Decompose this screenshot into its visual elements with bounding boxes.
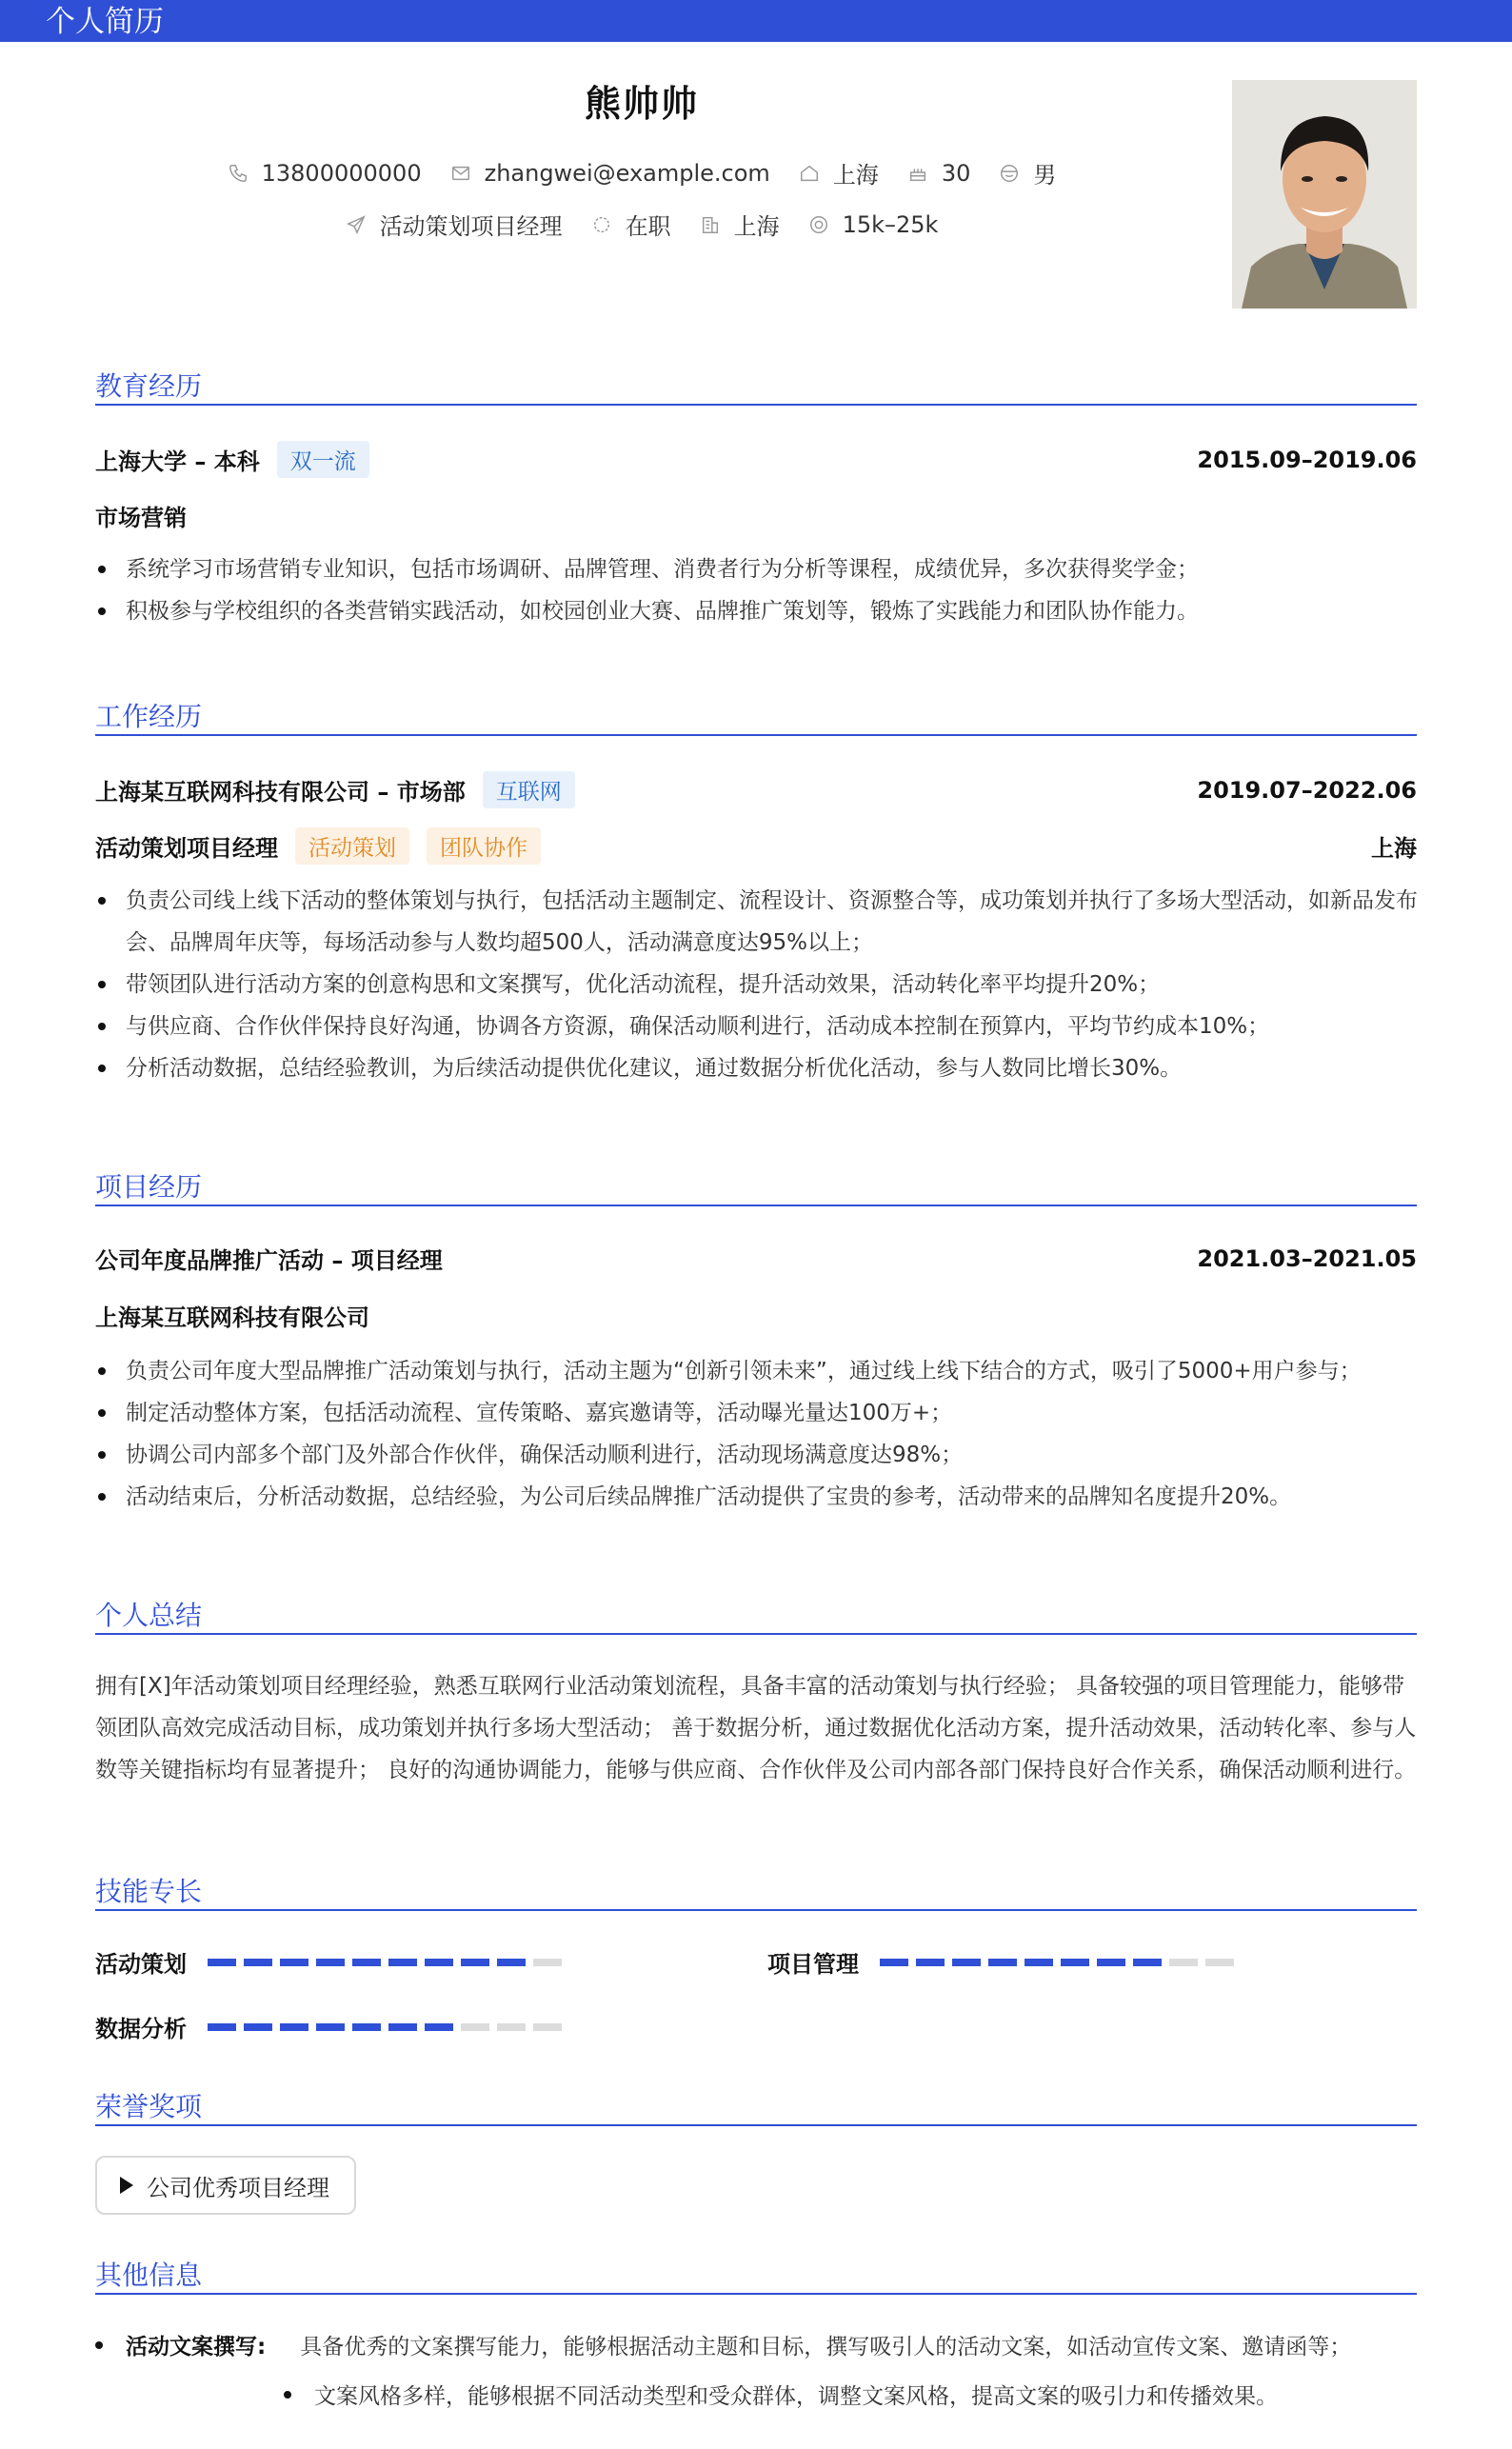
awards-section-title: 荣誉奖项 bbox=[95, 2091, 203, 2122]
skill-segment bbox=[461, 2023, 489, 2031]
project-divider bbox=[95, 1205, 1417, 1206]
school-name: 上海大学 – 本科 bbox=[95, 448, 260, 475]
skill-segment bbox=[208, 2023, 236, 2031]
coin-icon bbox=[808, 214, 829, 235]
skill-segment bbox=[988, 1959, 1017, 1966]
skill-segment bbox=[497, 2023, 526, 2031]
skill-segment bbox=[280, 2023, 308, 2031]
skill-segment bbox=[533, 2023, 562, 2031]
skill-item bbox=[95, 1945, 562, 1979]
skill-segment bbox=[533, 1959, 562, 1966]
skill-segment bbox=[1097, 1959, 1125, 1966]
project-section-title: 项目经历 bbox=[95, 1171, 203, 1203]
bullet-dot bbox=[95, 2341, 103, 2349]
work-divider bbox=[95, 734, 1417, 736]
cake-icon bbox=[907, 163, 928, 184]
skill-level-bar bbox=[880, 1959, 1234, 1966]
summary-section-title: 个人总结 bbox=[95, 1600, 203, 1631]
age-text: 30 bbox=[941, 159, 971, 187]
email-info bbox=[450, 160, 770, 187]
phone-text: 13800000000 bbox=[261, 159, 422, 187]
other-info-row bbox=[95, 2329, 1351, 2360]
project-date: 2021.03–2021.05 bbox=[1197, 1244, 1417, 1272]
skill-segment bbox=[244, 1959, 272, 1966]
skill-segment bbox=[388, 1959, 417, 1966]
skills-section-title: 技能专长 bbox=[95, 1876, 203, 1907]
list-item: 与供应商、合作伙伴保持良好沟通，协调各方资源，确保活动顺利进行，活动成本控制在预算内，平均节约成本10%； bbox=[95, 1005, 1419, 1047]
education-header-row bbox=[95, 441, 1417, 478]
phone-icon bbox=[228, 163, 249, 184]
list-item: 积极参与学校组织的各类营销实践活动，如校园创业大赛、品牌推广策划等，锻炼了实践能力和团队协作能力。 bbox=[95, 590, 1419, 632]
awards-divider bbox=[95, 2124, 1417, 2126]
work-bullets bbox=[95, 880, 1419, 1089]
skill-segment bbox=[952, 1959, 981, 1966]
skill-segment bbox=[280, 1959, 308, 1966]
skill-segment bbox=[388, 2023, 417, 2031]
skills-divider bbox=[95, 1909, 1417, 1911]
gender-info bbox=[999, 156, 1056, 189]
bullet-dot bbox=[284, 2391, 291, 2399]
page-header-bar bbox=[0, 0, 1512, 42]
skill-segment bbox=[1169, 1959, 1198, 1966]
avatar-illustration bbox=[1232, 80, 1417, 309]
job-text: 活动策划项目经理 bbox=[379, 213, 563, 240]
work-header-row bbox=[95, 771, 1417, 808]
city-text: 上海 bbox=[733, 213, 780, 240]
play-triangle-icon bbox=[120, 2177, 133, 2194]
skill-item bbox=[767, 1945, 1234, 1979]
location-info bbox=[799, 156, 879, 189]
other-info-row bbox=[284, 2379, 1278, 2410]
skill-segment bbox=[1205, 1959, 1234, 1966]
skill-name: 数据分析 bbox=[95, 2016, 187, 2042]
skill-segment bbox=[1133, 1959, 1162, 1966]
list-item: 系统学习市场营销专业知识，包括市场调研、品牌管理、消费者行为分析等课程，成绩优异，多次获得奖学金； bbox=[95, 548, 1419, 590]
award-badge bbox=[95, 2156, 356, 2215]
send-icon bbox=[346, 214, 367, 235]
work-city: 上海 bbox=[1371, 835, 1417, 862]
skill-item bbox=[95, 2010, 562, 2043]
home-icon bbox=[799, 163, 820, 184]
skill-level-bar bbox=[208, 1959, 562, 1966]
industry-tag: 互联网 bbox=[483, 771, 575, 808]
skill-segment bbox=[208, 1959, 236, 1966]
building-icon bbox=[700, 214, 721, 235]
other-label: 活动文案撰写: bbox=[126, 2335, 267, 2359]
job-info bbox=[346, 208, 563, 241]
location-text: 上海 bbox=[832, 162, 879, 189]
education-major: 市场营销 bbox=[95, 505, 187, 531]
list-item: 活动结束后，分析活动数据，总结经验，为公司后续品牌推广活动提供了宝贵的参考，活动带来的品牌知名度提升20%。 bbox=[95, 1476, 1419, 1518]
role-title: 活动策划项目经理 bbox=[95, 835, 278, 862]
work-date: 2019.07–2022.06 bbox=[1197, 776, 1417, 804]
status-icon bbox=[591, 214, 612, 235]
job-info-row bbox=[0, 208, 1283, 241]
phone-info bbox=[228, 160, 422, 187]
skill-segment bbox=[916, 1959, 945, 1966]
work-section-title: 工作经历 bbox=[95, 701, 203, 732]
summary-divider bbox=[95, 1633, 1417, 1635]
email-text: zhangwei@example.com bbox=[484, 159, 770, 187]
project-company: 上海某互联网科技有限公司 bbox=[95, 1304, 369, 1331]
candidate-name: 熊帅帅 bbox=[584, 83, 699, 125]
role-tag: 活动策划 bbox=[295, 827, 409, 865]
status-info bbox=[591, 208, 671, 241]
salary-info bbox=[808, 211, 939, 238]
work-role-row bbox=[95, 827, 1417, 865]
role-tag: 团队协作 bbox=[427, 827, 541, 865]
list-item: 制定活动整体方案，包括活动流程、宣传策略、嘉宾邀请等，活动曝光量达100万+； bbox=[95, 1392, 1419, 1434]
page-header-title: 个人简历 bbox=[46, 5, 164, 39]
skill-level-bar bbox=[208, 2023, 562, 2031]
skill-segment bbox=[244, 2023, 272, 2031]
education-date: 2015.09–2019.06 bbox=[1197, 446, 1417, 473]
contact-info-row bbox=[0, 156, 1283, 189]
company-name: 上海某互联网科技有限公司 – 市场部 bbox=[95, 779, 466, 806]
list-item: 带领团队进行活动方案的创意构思和文案撰写，优化活动流程，提升活动效果，活动转化率平均提升20%； bbox=[95, 964, 1419, 1005]
mail-icon bbox=[450, 163, 471, 184]
education-bullets bbox=[95, 548, 1419, 632]
user-face-icon bbox=[999, 163, 1020, 184]
list-item: 负责公司线上线下活动的整体策划与执行，包括活动主题制定、流程设计、资源整合等，成功策划并执行了多场大型活动，如新品发布会、品牌周年庆等，每场活动参与人数均超500人，活动满意度达95%以上； bbox=[95, 880, 1419, 964]
skill-segment bbox=[425, 2023, 453, 2031]
education-divider bbox=[95, 404, 1417, 406]
skill-segment bbox=[316, 2023, 345, 2031]
list-item: 负责公司年度大型品牌推广活动策划与执行，活动主题为“创新引领未来”，通过线上线下结合的方式，吸引了5000+用户参与； bbox=[95, 1350, 1419, 1392]
other-line: 具备优秀的文案撰写能力，能够根据活动主题和目标，撰写吸引人的活动文案，如活动宣传文案、邀请函等； bbox=[300, 2335, 1352, 2359]
summary-text: 拥有[X]年活动策划项目经理经验，熟悉互联网行业活动策划流程，具备丰富的活动策划与执行经验； 具备较强的项目管理能力，能够带领团队高效完成活动目标，成功策划并执行多场大型活动； 善于数据分析，通过数据优化活动方案，提升活动效果，活动转化率、参与人数等关键指标均有显著提升； 良好的沟通协调能力，能够与供应商、合作伙伴及公司内部各部门保持良好合作关系，确保活动顺利进行。 bbox=[95, 1674, 1417, 1782]
skill-name: 项目管理 bbox=[767, 1951, 859, 1978]
profile-photo bbox=[1232, 80, 1417, 309]
skill-segment bbox=[316, 1959, 345, 1966]
skill-segment bbox=[461, 1959, 489, 1966]
status-text: 在职 bbox=[625, 213, 671, 240]
age-info bbox=[907, 160, 971, 187]
skill-name: 活动策划 bbox=[95, 1951, 187, 1978]
skill-segment bbox=[352, 2023, 381, 2031]
skill-segment bbox=[1061, 1959, 1089, 1966]
project-header-row bbox=[95, 1242, 1417, 1275]
education-section-title: 教育经历 bbox=[95, 370, 203, 402]
skill-segment bbox=[1025, 1959, 1053, 1966]
skill-segment bbox=[352, 1959, 381, 1966]
skill-segment bbox=[497, 1959, 526, 1966]
project-name: 公司年度品牌推广活动 – 项目经理 bbox=[95, 1247, 443, 1274]
other-section-title: 其他信息 bbox=[95, 2260, 203, 2291]
other-line: 文案风格多样，能够根据不同活动类型和受众群体，调整文案风格，提高文案的吸引力和传播效果。 bbox=[314, 2384, 1278, 2409]
gender-text: 男 bbox=[1033, 162, 1057, 189]
award-name: 公司优秀项目经理 bbox=[147, 2174, 329, 2201]
project-bullets bbox=[95, 1350, 1419, 1518]
skill-segment bbox=[880, 1959, 908, 1966]
list-item: 协调公司内部多个部门及外部合作伙伴，确保活动顺利进行，活动现场满意度达98%； bbox=[95, 1434, 1419, 1476]
skill-segment bbox=[425, 1959, 453, 1966]
city-info bbox=[700, 208, 780, 241]
salary-text: 15k–25k bbox=[842, 210, 939, 238]
school-tag: 双一流 bbox=[277, 441, 369, 478]
other-divider bbox=[95, 2293, 1417, 2295]
list-item: 分析活动数据，总结经验教训，为后续活动提供优化建议，通过数据分析优化活动，参与人数同比增长30%。 bbox=[95, 1047, 1419, 1089]
